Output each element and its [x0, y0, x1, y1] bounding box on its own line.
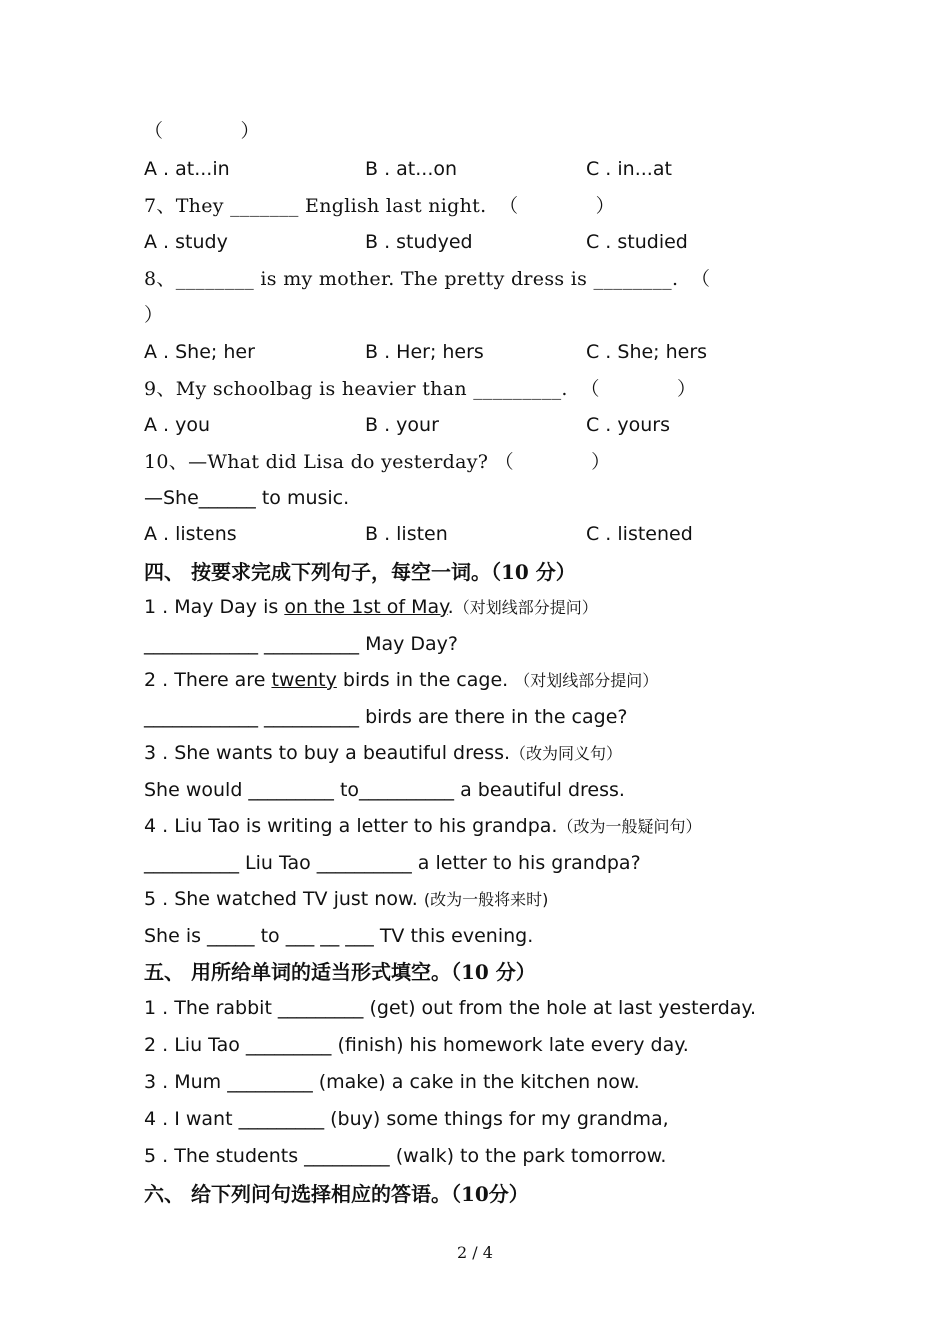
s5-item-3: 3 . Mum _________ (make) a cake in the kitchen now. — [144, 1071, 640, 1093]
s4-item-2-answer: ____________ __________ birds are there in the cage? — [144, 706, 628, 728]
q10-answer-line: —She______ to music. — [144, 487, 350, 509]
s5-item-4: 4 . I want _________ (buy) some things for my grandma, — [144, 1108, 669, 1130]
s5-item-2: 2 . Liu Tao _________ (finish) his homework late every day. — [144, 1034, 689, 1056]
s4-item-5-answer: She is _____ to ___ __ ___ TV this evening. — [144, 925, 534, 947]
q7-stem: 7、They _______ English last night. （ ） — [144, 195, 615, 217]
s4-item-2: 2 . There are twenty birds in the cage. （对划线部分提问） — [144, 669, 659, 691]
s4-item-4: 4 . Liu Tao is writing a letter to his grandpa.（改为一般疑问句） — [144, 815, 702, 837]
q8-stem-cont: ） — [144, 304, 164, 326]
q7-option-b: B . studyed — [365, 231, 473, 253]
q9-option-a: A . you — [144, 414, 211, 436]
s4-item-3: 3 . She wants to buy a beautiful dress.（改为同义句） — [144, 742, 623, 764]
q10-option-b: B . listen — [365, 523, 448, 545]
q10-stem: 10、—What did Lisa do yesterday? （ ） — [144, 451, 611, 473]
instruction-note: （对划线部分提问） — [453, 598, 598, 617]
s4-item-4-answer: __________ Liu Tao __________ a letter to his grandpa? — [144, 852, 641, 874]
q7-option-a: A . study — [144, 231, 228, 253]
underlined-text: on the 1st of May — [284, 596, 448, 618]
q10-option-a: A . listens — [144, 523, 237, 545]
q6-option-a: A . at...in — [144, 158, 230, 180]
q9-option-c: C . yours — [586, 414, 671, 436]
q9-option-b: B . your — [365, 414, 439, 436]
q9-stem: 9、My schoolbag is heavier than _________. （ ） — [144, 378, 697, 400]
q10-option-c: C . listened — [586, 523, 693, 545]
section6-heading: 六、 给下列问句选择相应的答语。（10分） — [144, 1182, 529, 1206]
section5-heading: 五、 用所给单词的适当形式填空。（10 分） — [144, 960, 536, 984]
page-number: 2 / 4 — [457, 1243, 493, 1262]
section4-heading: 四、 按要求完成下列句子，每空一词。（10 分） — [144, 560, 576, 584]
q8-option-c: C . She; hers — [586, 341, 708, 363]
s5-item-5: 5 . The students _________ (walk) to the park tomorrow. — [144, 1145, 667, 1167]
q6-option-b: B . at...on — [365, 158, 458, 180]
q6-option-c: C . in...at — [586, 158, 672, 180]
instruction-note: （改为一般疑问句） — [557, 817, 702, 836]
q8-stem: 8、________ is my mother. The pretty dress is ________. （ — [144, 268, 711, 290]
s4-item-3-answer: She would _________ to__________ a beautiful dress. — [144, 779, 625, 801]
instruction-note: (改为一般将来时) — [423, 890, 549, 909]
s5-item-1: 1 . The rabbit _________ (get) out from the hole at last yesterday. — [144, 997, 757, 1019]
s4-item-5: 5 . She watched TV just now. (改为一般将来时) — [144, 888, 549, 910]
q7-option-c: C . studied — [586, 231, 688, 253]
q8-option-b: B . Her; hers — [365, 341, 484, 363]
instruction-note: （改为同义句） — [510, 744, 623, 763]
s4-item-1: 1 . May Day is on the 1st of May.（对划线部分提问） — [144, 596, 598, 618]
underlined-text: twenty — [271, 669, 337, 691]
s4-item-1-answer: ____________ __________ May Day? — [144, 633, 459, 655]
q8-option-a: A . She; her — [144, 341, 255, 363]
q6-bracket: （ ） — [144, 120, 260, 142]
instruction-note: （对划线部分提问） — [514, 671, 659, 690]
